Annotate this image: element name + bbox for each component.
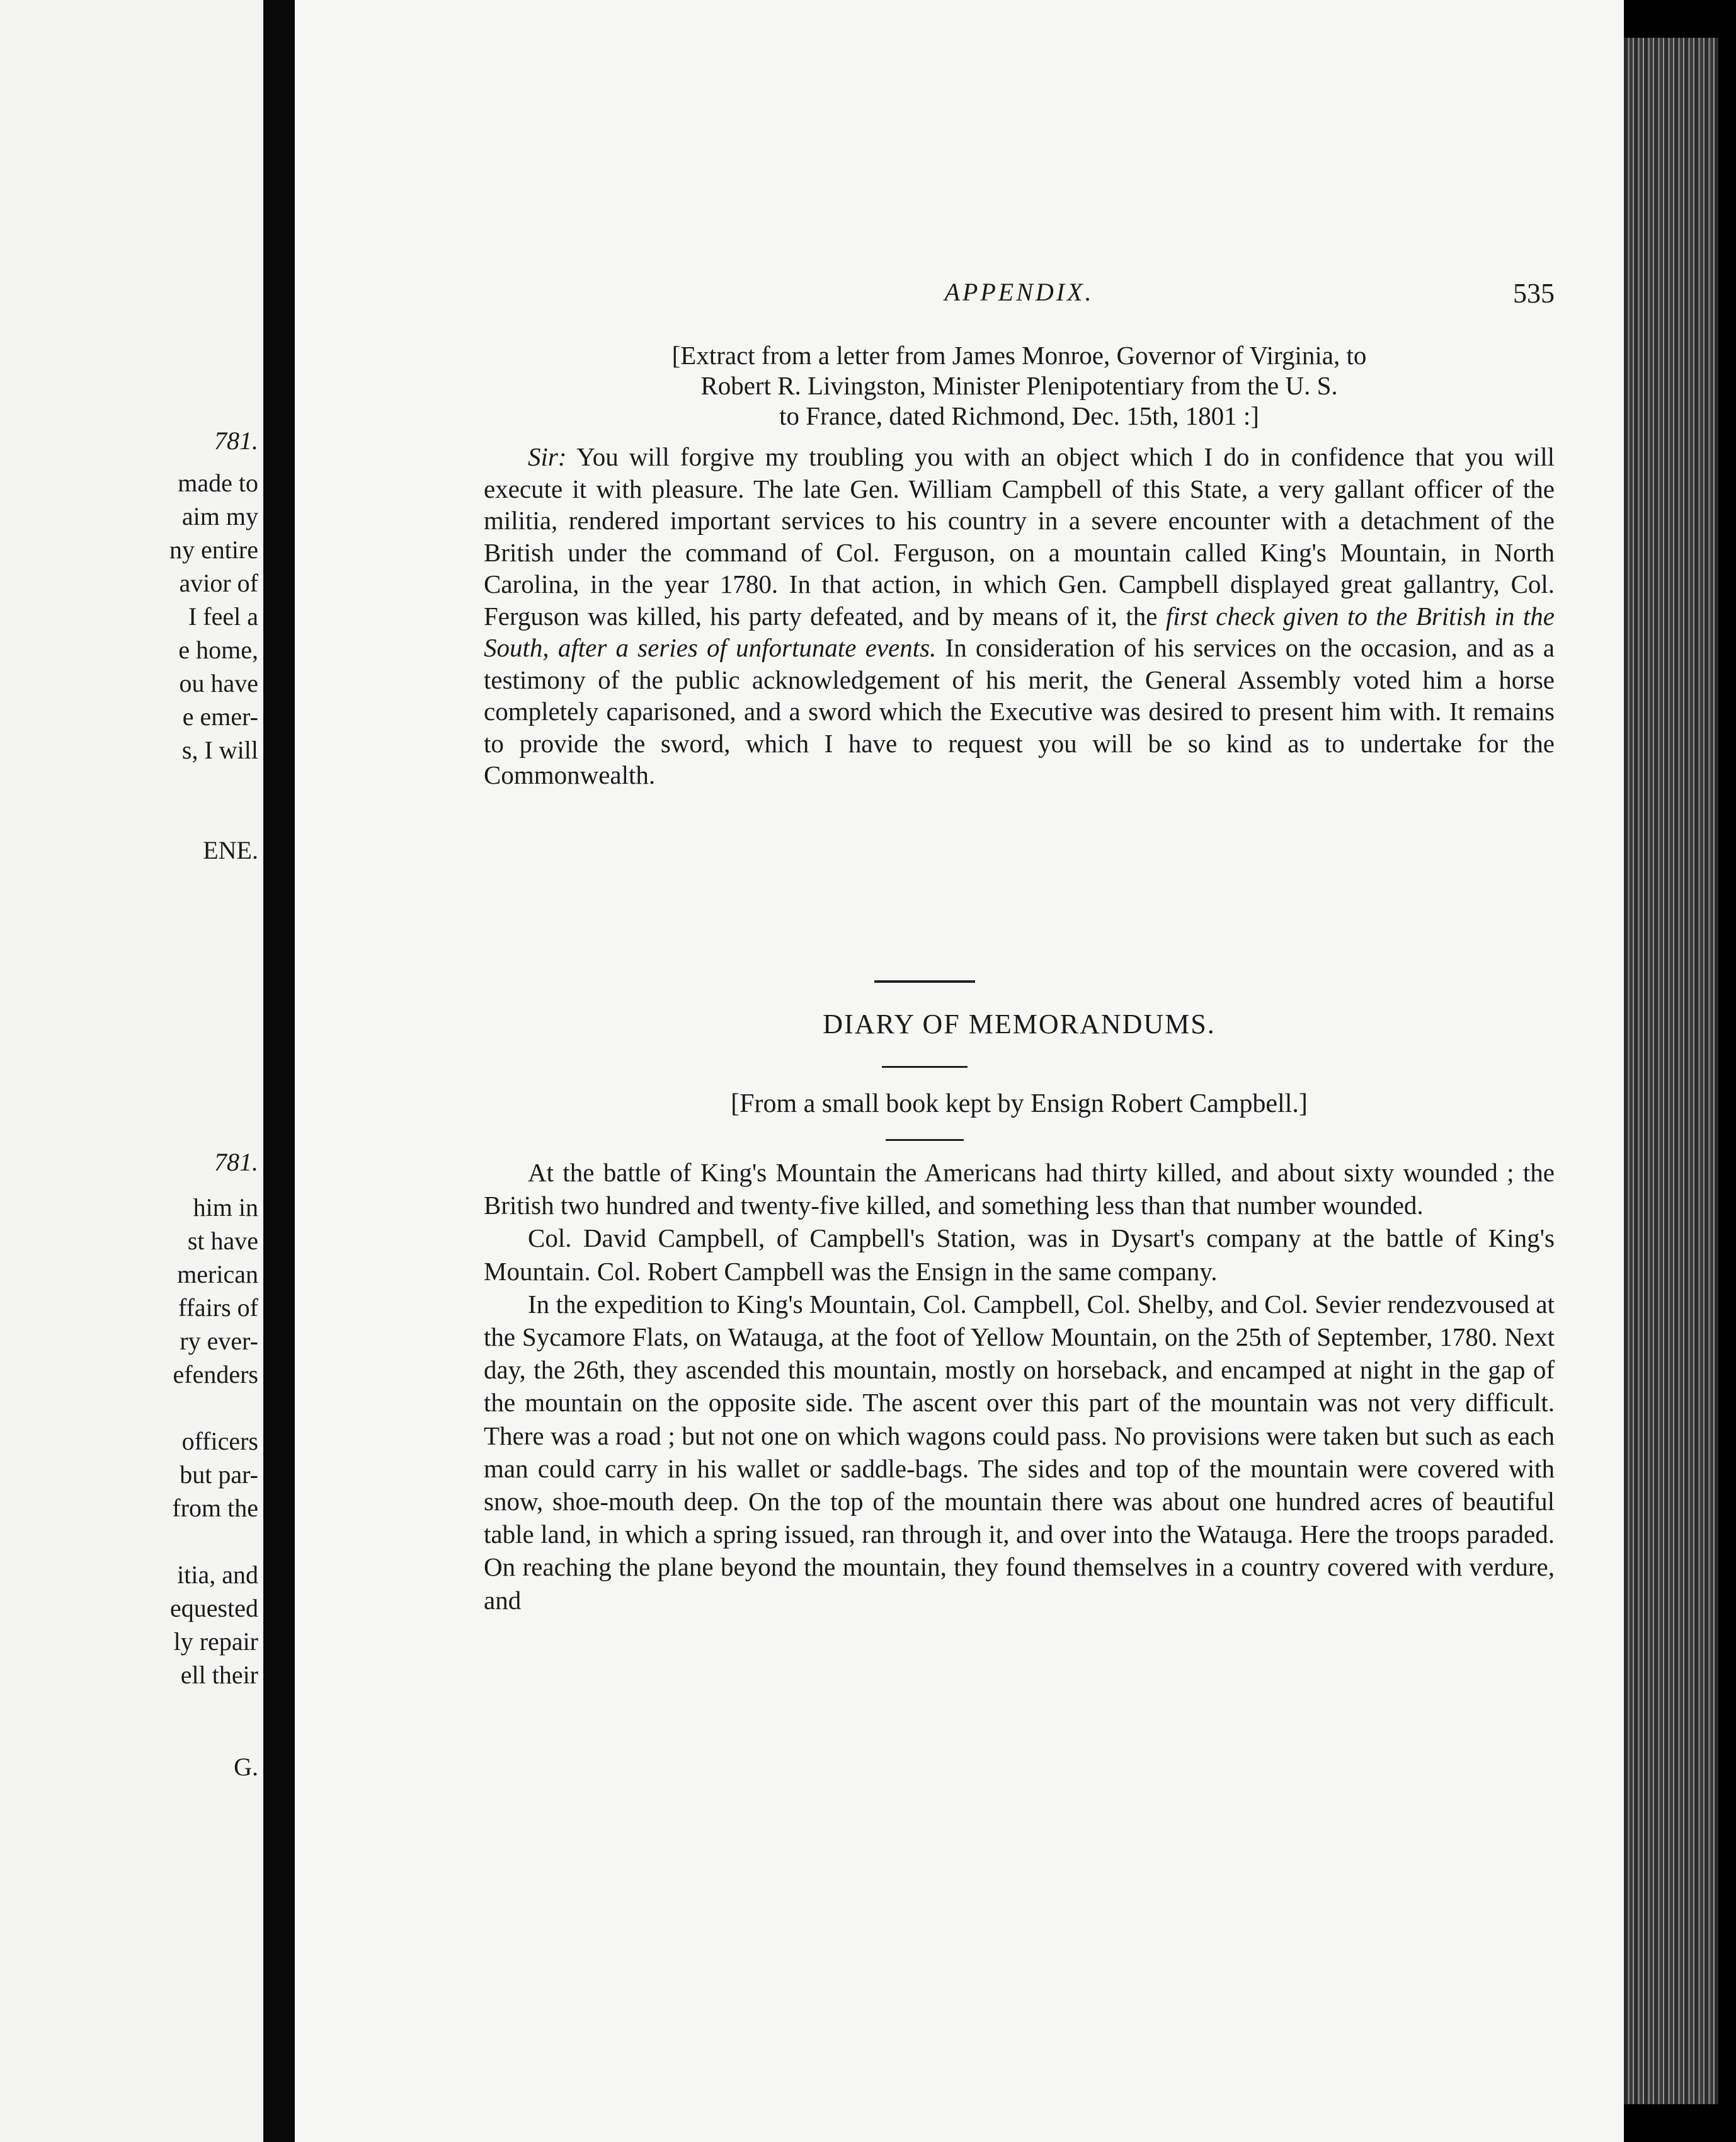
diary-paragraph: Col. David Campbell, of Campbell's Station, was in Dysart's company at the battle of King's Mountain. Col. Robert Campbell was the Ensign in the same company. — [484, 1223, 1555, 1286]
left-page-line: 781. — [214, 1148, 258, 1176]
left-page-line: G. — [234, 1753, 258, 1781]
left-page-line: ffairs of — [178, 1293, 258, 1322]
letter-headnote — [484, 340, 1555, 431]
left-page-line: ry ever- — [180, 1327, 258, 1355]
left-page-line: made to — [178, 469, 258, 497]
left-page-line: equested — [170, 1594, 258, 1622]
running-title: APPENDIX. — [944, 278, 1094, 306]
left-page-line: ny entire — [169, 536, 258, 564]
left-page-line: ell their — [180, 1661, 258, 1689]
left-page-line: ENE. — [203, 836, 258, 864]
book-gutter — [263, 0, 295, 2142]
book-page-edges — [1624, 38, 1718, 2104]
left-page-line: s, I will — [181, 736, 258, 764]
letter-text: In consideration of his services on the occasion, and as a testimony of the public acknowledgement of his merit, the General Assembly voted him a horse completely caparisoned, and a sword which the Executive was desired to present him with. It remains to provide the sword, which I have to request you will be so kind as to undertake for the Commonwealth. — [484, 633, 1555, 789]
running-head — [484, 277, 1555, 315]
left-page-line: 781. — [214, 427, 258, 455]
letter-text: You will forgive my troubling you with an object which I do in confidence that you will execute it with pleasure. The late Gen. William Campbell of this State, a very gallant officer of the militia, rendered important services to his country in a severe encounter with a detachment of the British under the command of Col. Ferguson, on a mountain called King's Mountain, in North Carolina, in the year 1780. In that action, in which Gen. Campbell displayed great gallantry, Col. Ferguson was killed, his party defeated, and by means of it, the — [484, 442, 1555, 631]
left-page-line: ou have — [179, 669, 258, 697]
diary-paragraph: At the battle of King's Mountain the Americans had thirty killed, and about sixty wounded ; the British two hundred and twenty-five killed, and something less than that number wounded. — [484, 1158, 1555, 1220]
left-page-line: st have — [187, 1227, 258, 1255]
left-page-line: e emer- — [182, 702, 258, 731]
letter-body — [484, 441, 1555, 791]
diary-paragraph: In the expedition to King's Mountain, Col. Campbell, Col. Shelby, and Col. Sevier rendezvoused at the Sycamore Flats, on Watauga, at the foot of Yellow Mountain, on the 25th of September, 1780. Next day, the 26th, they ascended this mountain, mostly on horseback, and encamped at night in the gap of the mountain on the opposite side. The ascent over this part of the mountain was not very difficult. There was a road ; but not one on which wagons could pass. No provisions were taken but such as each man could carry in his wallet or saddle-bags. The sides and top of the mountain were covered with snow, shoe-mouth deep. On the top of the mountain there was about one hundred acres of beautiful table land, in which a spring issued, ran through it, and over into the Watauga. Here the troops paraded. On reaching the plane beyond the mountain, they found themselves in a country covered with verdure, and — [484, 1289, 1555, 1615]
left-page-line: I feel a — [188, 602, 258, 631]
title-underline — [882, 1066, 968, 1068]
letter-emphasis: first check given to the British in the South, after a series of unfortunate events. — [484, 601, 1555, 662]
left-page-line: e home, — [178, 636, 258, 664]
left-page-line: from the — [172, 1494, 258, 1522]
section-divider — [874, 980, 975, 983]
left-page-line: aim my — [181, 502, 258, 530]
left-page-line: ly repair — [173, 1627, 258, 1656]
previous-page-fragment — [0, 0, 263, 2142]
letter-salutation: Sir: — [528, 442, 567, 471]
left-page-line: itia, and — [177, 1561, 258, 1589]
left-page-line: avior of — [179, 569, 258, 597]
left-page-line: officers — [181, 1427, 258, 1455]
left-page-line: but par- — [180, 1460, 258, 1489]
headnote-line: [Extract from a letter from James Monroe, Governor of Virginia, to — [671, 341, 1367, 370]
left-page-line: him in — [193, 1193, 258, 1222]
left-page-line: merican — [177, 1260, 258, 1288]
source-note: [From a small book kept by Ensign Robert Campbell.] — [731, 1089, 1308, 1118]
left-page-line: efenders — [173, 1360, 258, 1389]
headnote-line: to France, dated Richmond, Dec. 15th, 1801 :] — [779, 401, 1259, 430]
book-page — [295, 0, 1624, 2142]
diary-text — [484, 1156, 1555, 1617]
headnote-line: Robert R. Livingston, Minister Plenipotentiary from the U. S. — [700, 371, 1338, 400]
source-divider — [886, 1139, 964, 1141]
page-number: 535 — [1513, 278, 1555, 309]
section-title: DIARY OF MEMORANDUMS. — [823, 1009, 1216, 1040]
